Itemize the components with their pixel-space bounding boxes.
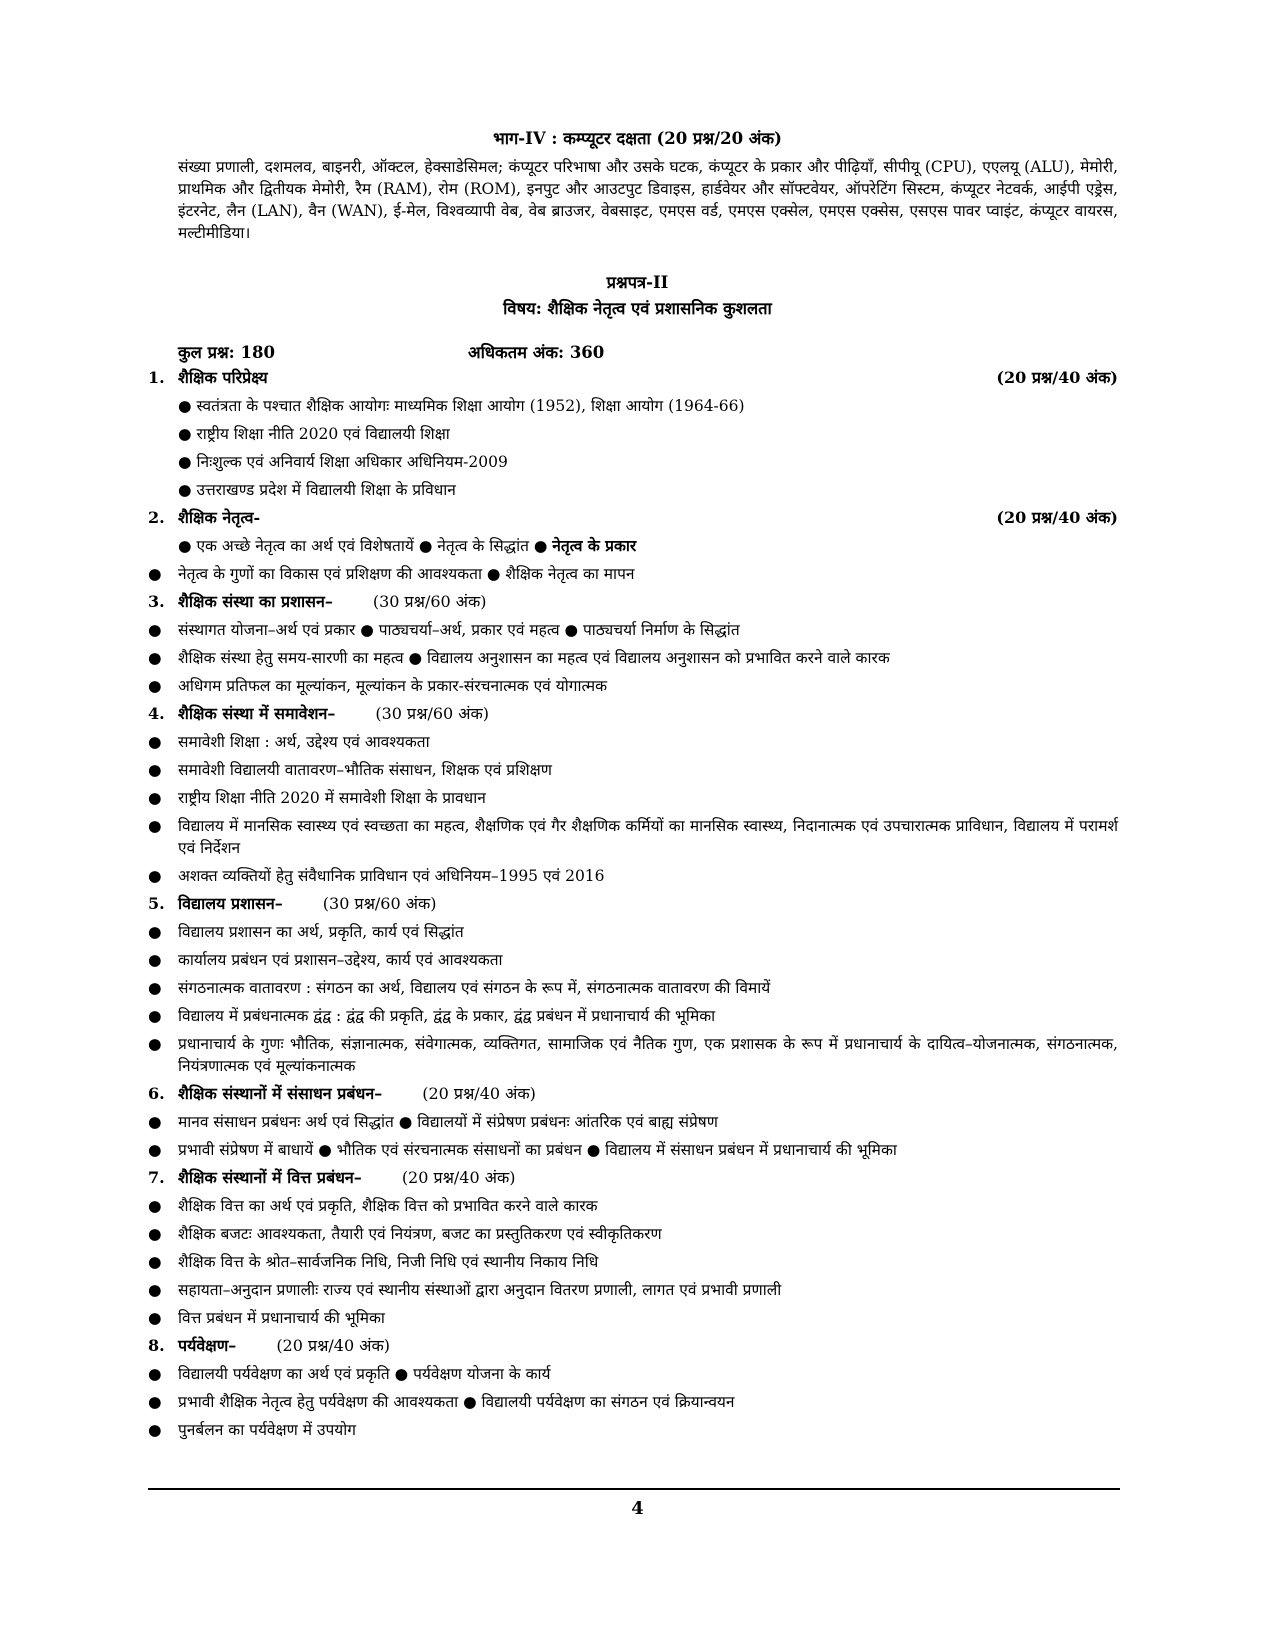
bullet-item <box>148 918 1118 946</box>
section-3-heading <box>148 588 1118 616</box>
section-number: 3. <box>148 592 165 611</box>
bullet-icon: ● <box>148 1393 162 1411</box>
section-4-heading <box>148 700 1118 728</box>
bullet-text: विद्यालय में प्रबंधनात्मक द्वंद्व : द्वंद्व की प्रकृति, द्वंद्व के प्रकार, द्वंद्व प्रबंधन में प्रधानाचार्य की भूमिका <box>178 1007 716 1025</box>
bullet-item <box>148 1030 1118 1080</box>
bullet-icon: ● <box>148 1421 162 1439</box>
sub-item: ● उत्तराखण्ड प्रदेश में विद्यालयी शिक्षा के प्रविधान <box>178 481 456 499</box>
section-title: शैक्षिक संस्थानों में वित्त प्रबंधन– <box>178 1168 362 1187</box>
bullet-icon: ● <box>148 1281 162 1299</box>
bullet-text: अधिगम प्रतिफल का मूल्यांकन, मूल्यांकन के प्रकार-संरचनात्मक एवं योगात्मक <box>178 677 607 695</box>
section-marks: (30 प्रश्न/60 अंक) <box>322 894 437 913</box>
section-8-heading <box>148 1332 1118 1360</box>
page-number: 4 <box>631 1498 644 1519</box>
paper-heading: प्रश्नपत्र-II <box>606 273 669 292</box>
section-title: विद्यालय प्रशासन– <box>178 894 283 913</box>
bullet-icon: ● <box>148 1225 162 1243</box>
section-title: शैक्षिक नेतृत्व- <box>178 508 261 527</box>
bullet-text: प्रभावी संप्रेषण में बाधायें ● भौतिक एवं संरचनात्मक संसाधनों का प्रबंधन ● विद्यालय में संसाधन प्रबंधन में प्रधानाचार्य की भूमिका <box>178 1141 897 1159</box>
section-number: 8. <box>148 1336 165 1355</box>
bullet-item <box>148 1136 1118 1164</box>
section-number: 1. <box>148 368 165 387</box>
bullet-text: शैक्षिक वित्त के श्रोत–सार्वजनिक निधि, निजी निधि एवं स्थानीय निकाय निधि <box>178 1253 599 1271</box>
section-title: पर्यवेक्षण– <box>178 1336 237 1355</box>
bullet-item <box>148 784 1118 812</box>
section-marks: (20 प्रश्न/40 अंक) <box>996 368 1118 387</box>
bullet-item <box>148 1360 1118 1388</box>
section-marks: (20 प्रश्न/40 अंक) <box>422 1084 536 1103</box>
bullet-icon: ● <box>148 867 162 885</box>
bullet-item <box>148 1002 1118 1030</box>
section-6-heading <box>148 1080 1118 1108</box>
bullet-text: शैक्षिक संस्था हेतु समय-सारणी का महत्व ● विद्यालय अनुशासन का महत्व एवं विद्यालय अनुशासन को प्रभावित करने वाले कारक <box>178 649 890 667</box>
part4-body: संख्या प्रणाली, दशमलव, बाइनरी, ऑक्टल, हेक्साडेसिमल; कंप्यूटर परिभाषा और उसके घटक, कंप्यूटर के प्रकार और पीढ़ियाँ, सीपीयू (CPU), एएलयू (ALU), मेमोरी, प्राथमिक और द्वितीयक मेमोरी, रैम (RAM), रोम (ROM), इनपुट और आउटपुट डिवाइस, हार्डवेयर और सॉफ्टवेयर, ऑपरेटिंग सिस्टम, कंप्यूटर नेटवर्क, आईपी एड्रेस, इंटरनेट, लैन (LAN), वैन (WAN), ई-मेल, विश्वव्यापी वेब, वेब ब्राउजर, वेबसाइट, एमएस वर्ड, एमएस एक्सेल, एमएस एक्सेस, एसएस पावर प्वाइंट, कंप्यूटर वायरस, मल्टीमीडिया। <box>178 158 1118 242</box>
bullet-icon: ● <box>148 565 162 583</box>
bullet-item <box>148 946 1118 974</box>
bullet-text: शैक्षिक बजटः आवश्यकता, तैयारी एवं नियंत्रण, बजट का प्रस्तुतिकरण एवं स्वीकृतिकरण <box>178 1225 662 1243</box>
bullet-icon: ● <box>148 677 162 695</box>
section-number: 7. <box>148 1168 165 1187</box>
bullet-icon: ● <box>148 923 162 941</box>
bullet-text: प्रभावी शैक्षिक नेतृत्व हेतु पर्यवेक्षण की आवश्यकता ● विद्यालयी पर्यवेक्षण का संगठन एवं क्रियान्वयन <box>178 1393 735 1411</box>
section-marks: (20 प्रश्न/40 अंक) <box>996 508 1118 527</box>
section-title: शैक्षिक परिप्रेक्ष्य <box>178 368 268 387</box>
section-number: 2. <box>148 508 165 527</box>
bullet-icon: ● <box>148 1141 162 1159</box>
bullet-item <box>148 756 1118 784</box>
bullet-item <box>148 616 1118 644</box>
bullet-item <box>148 1108 1118 1136</box>
bullet-item <box>148 1304 1118 1332</box>
bullet-text: संगठनात्मक वातावरण : संगठन का अर्थ, विद्यालय एवं संगठन के रूप में, संगठनात्मक वातावरण की विमायें <box>178 979 771 997</box>
bullet-icon: ● <box>148 621 162 639</box>
total-questions: कुल प्रश्न: 180 <box>178 343 275 362</box>
bullet-text: शैक्षिक वित्त का अर्थ एवं प्रकृति, शैक्षिक वित्त को प्रभावित करने वाले कारक <box>178 1197 598 1215</box>
bullet-item <box>148 644 1118 672</box>
bullet-text: समावेशी विद्यालयी वातावरण–भौतिक संसाधन, शिक्षक एवं प्रशिक्षण <box>178 761 552 779</box>
bullet-icon: ● <box>148 649 162 667</box>
bullet-text: सहायता–अनुदान प्रणालीः राज्य एवं स्थानीय संस्थाओं द्वारा अनुदान वितरण प्रणाली, लागत एवं प्रभावी प्रणाली <box>178 1281 782 1299</box>
syllabus-content <box>148 364 1118 1444</box>
bullet-icon: ● <box>148 761 162 779</box>
bullet-item <box>148 974 1118 1002</box>
section-marks: (20 प्रश्न/40 अंक) <box>276 1336 391 1355</box>
section-title: शैक्षिक संस्था का प्रशासन– <box>178 592 333 611</box>
bullet-item <box>148 1220 1118 1248</box>
section-5-heading <box>148 890 1118 918</box>
paper-info <box>178 340 605 363</box>
section-7-heading <box>148 1164 1118 1192</box>
bullet-item <box>148 1248 1118 1276</box>
bullet-text: विद्यालय प्रशासन का अर्थ, प्रकृति, कार्य एवं सिद्धांत <box>178 923 464 941</box>
bullet-item <box>148 728 1118 756</box>
bullet-item <box>148 1276 1118 1304</box>
sub-item-bold-text: नेतृत्व के प्रकार <box>552 536 637 555</box>
max-marks: अधिकतम अंक: 360 <box>468 343 605 362</box>
section-number: 4. <box>148 704 165 723</box>
bullet-text: विद्यालय में मानसिक स्वास्थ्य एवं स्वच्छता का महत्व, शैक्षणिक एवं गैर शैक्षणिक कर्मियों का मानसिक स्वास्थ्य, निदानात्मक एवं उपचारात्मक प्राविधान, विद्यालय में परामर्श एवं निर्देशन <box>178 817 1118 857</box>
section-2-heading <box>148 504 1118 532</box>
bullet-text: वित्त प्रबंधन में प्रधानाचार्य की भूमिका <box>178 1309 385 1327</box>
section-number: 6. <box>148 1084 165 1103</box>
bullet-icon: ● <box>148 789 162 807</box>
bullet-text: संस्थागत योजना–अर्थ एवं प्रकार ● पाठ्यचर्या–अर्थ, प्रकार एवं महत्व ● पाठ्यचर्या निर्माण के सिद्धांत <box>178 621 740 639</box>
bullet-text: पुनर्बलन का पर्यवेक्षण में उपयोग <box>178 1421 357 1439</box>
section-marks: (30 प्रश्न/60 अंक) <box>375 704 490 723</box>
bullet-icon: ● <box>148 1197 162 1215</box>
bullet-icon: ● <box>148 1253 162 1271</box>
bullet-icon: ● <box>148 733 162 751</box>
bullet-text: राष्ट्रीय शिक्षा नीति 2020 में समावेशी शिक्षा के प्रावधान <box>178 789 486 807</box>
bullet-icon: ● <box>148 1365 162 1383</box>
sub-item-text: ● एक अच्छे नेतृत्व का अर्थ एवं विशेषतायें ● नेतृत्व के सिद्धांत ● <box>178 537 553 555</box>
bullet-icon: ● <box>148 951 162 969</box>
section-marks: (20 प्रश्न/40 अंक) <box>401 1168 516 1187</box>
bullet-text: समावेशी शिक्षा : अर्थ, उद्देश्य एवं आवश्यकता <box>178 733 430 751</box>
bullet-item <box>148 1416 1118 1444</box>
bullet-icon: ● <box>148 817 162 835</box>
footer-divider <box>148 1488 1120 1490</box>
section-title: शैक्षिक संस्था में समावेशन– <box>178 704 336 723</box>
paper-subject: विषय: शैक्षिक नेतृत्व एवं प्रशासनिक कुशलता <box>503 299 772 318</box>
bullet-text: मानव संसाधन प्रबंधनः अर्थ एवं सिद्धांत ● विद्यालयों में संप्रेषण प्रबंधनः आंतरिक एवं बाह्य संप्रेषण <box>178 1113 718 1131</box>
bullet-item <box>148 560 1118 588</box>
bullet-item <box>148 672 1118 700</box>
section-title: शैक्षिक संस्थानों में संसाधन प्रबंधन– <box>178 1084 383 1103</box>
section-1-heading <box>148 364 1118 392</box>
bullet-icon: ● <box>148 1113 162 1131</box>
bullet-text: विद्यालयी पर्यवेक्षण का अर्थ एवं प्रकृति ● पर्यवेक्षण योजना के कार्य <box>178 1365 551 1383</box>
bullet-text: प्रधानाचार्य के गुणः भौतिक, संज्ञानात्मक, संवेगात्मक, व्यक्तिगत, सामाजिक एवं नैतिक गुण, एक प्रशासक के रूप में प्रधानाचार्य के दायित्व–योजनात्मक, संगठनात्मक, नियंत्रणात्मक एवं मूल्यांकनात्मक <box>178 1035 1118 1075</box>
bullet-item <box>148 1192 1118 1220</box>
bullet-item <box>148 862 1118 890</box>
bullet-text: कार्यालय प्रबंधन एवं प्रशासन–उद्देश्य, कार्य एवं आवश्यकता <box>178 951 503 969</box>
sub-item: ● राष्ट्रीय शिक्षा नीति 2020 एवं विद्यालयी शिक्षा <box>178 425 450 443</box>
bullet-icon: ● <box>148 1035 162 1053</box>
bullet-icon: ● <box>148 979 162 997</box>
part4-title: भाग-IV : कम्प्यूटर दक्षता (20 प्रश्न/20 अंक) <box>493 129 782 148</box>
bullet-icon: ● <box>148 1309 162 1327</box>
bullet-item <box>148 1388 1118 1416</box>
bullet-text: अशक्त व्यक्तियों हेतु संवैधानिक प्राविधान एवं अधिनियम–1995 एवं 2016 <box>178 867 605 885</box>
sub-item: ● स्वतंत्रता के पश्चात शैक्षिक आयोगः माध्यमिक शिक्षा आयोग (1952), शिक्षा आयोग (1964-66) <box>178 397 745 415</box>
section-number: 5. <box>148 894 165 913</box>
section-marks: (30 प्रश्न/60 अंक) <box>372 592 487 611</box>
sub-item: ● निःशुल्क एवं अनिवार्य शिक्षा अधिकार अधिनियम-2009 <box>178 453 508 471</box>
bullet-text: नेतृत्व के गुणों का विकास एवं प्रशिक्षण की आवश्यकता ● शैक्षिक नेतृत्व का मापन <box>178 565 635 583</box>
bullet-item <box>148 812 1118 862</box>
sub-item <box>148 532 1118 560</box>
bullet-icon: ● <box>148 1007 162 1025</box>
